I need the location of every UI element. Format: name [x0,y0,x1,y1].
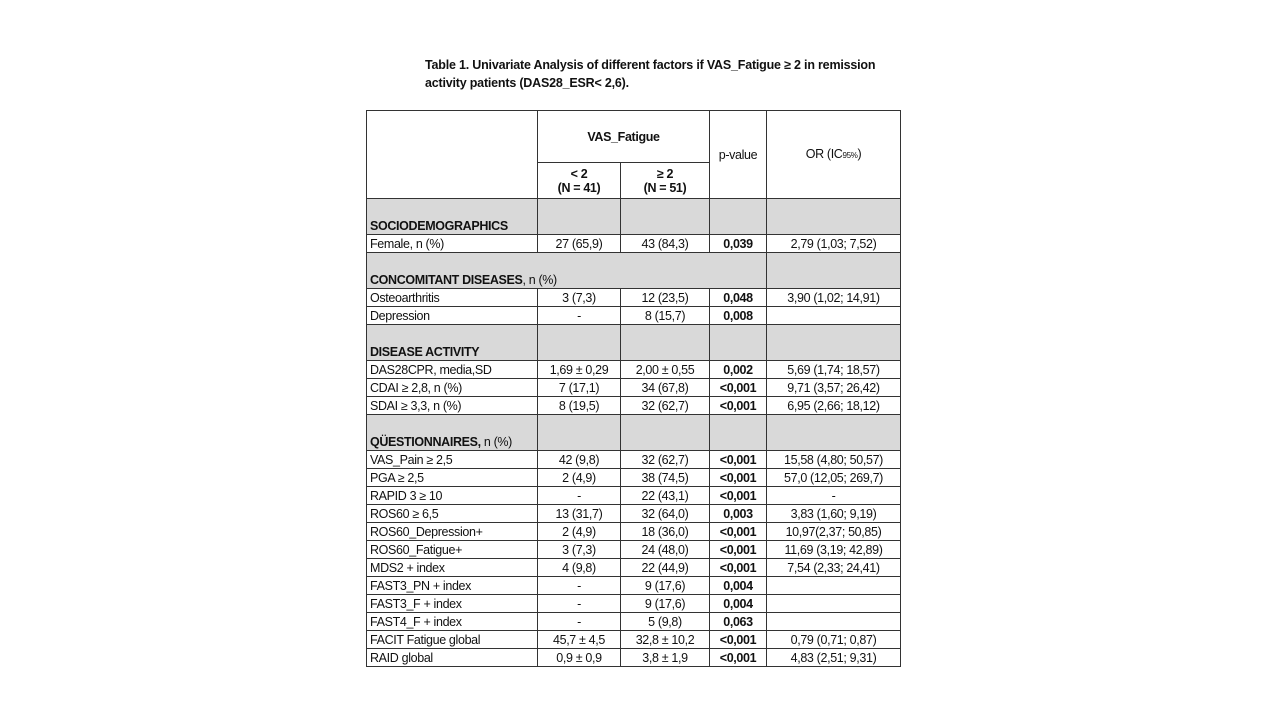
header-lt2 [538,163,621,199]
table-row [367,649,901,667]
p-value: 0,004 [710,595,767,613]
value-lt2: 4 (9,8) [538,559,621,577]
section-empty-cell [621,199,710,235]
value-lt2: 13 (31,7) [538,505,621,523]
odds-ratio: 9,71 (3,57; 26,42) [767,379,901,397]
section-empty-cell [538,325,621,361]
section-title: SOCIODEMOGRAPHICS [370,219,508,233]
row-label: RAID global [367,649,538,667]
p-value: <0,001 [710,541,767,559]
value-lt2: - [538,487,621,505]
row-label: FACIT Fatigue global [367,631,538,649]
value-lt2: 7 (17,1) [538,379,621,397]
odds-ratio: 11,69 (3,19; 42,89) [767,541,901,559]
odds-ratio: 2,79 (1,03; 7,52) [767,235,901,253]
row-label: DAS28CPR, media,SD [367,361,538,379]
value-lt2: - [538,577,621,595]
odds-ratio: 10,97(2,37; 50,85) [767,523,901,541]
value-lt2: 2 (4,9) [538,523,621,541]
section-header-cell [367,415,538,451]
value-lt2: 1,69 ± 0,29 [538,361,621,379]
header-ge2 [621,163,710,199]
section-row [367,253,901,289]
p-value: <0,001 [710,397,767,415]
value-lt2: 45,7 ± 4,5 [538,631,621,649]
row-label: FAST4_F + index [367,613,538,631]
row-label: MDS2 + index [367,559,538,577]
row-label: FAST3_PN + index [367,577,538,595]
section-header-cell [367,325,538,361]
value-lt2: 2 (4,9) [538,469,621,487]
section-title: QÜESTIONNAIRES, [370,435,481,449]
odds-ratio: 4,83 (2,51; 9,31) [767,649,901,667]
univariate-table [366,110,901,667]
section-empty-cell [710,325,767,361]
value-lt2: 27 (65,9) [538,235,621,253]
p-value: 0,002 [710,361,767,379]
p-value: <0,001 [710,469,767,487]
table-row [367,451,901,469]
section-empty-cell [710,199,767,235]
p-value: <0,001 [710,649,767,667]
header-empty-cell [367,111,538,199]
value-ge2: 5 (9,8) [621,613,710,631]
table-row [367,487,901,505]
value-lt2: - [538,307,621,325]
p-value: <0,001 [710,523,767,541]
header-or-text: OR (IC [805,146,843,161]
row-label: FAST3_F + index [367,595,538,613]
row-label: ROS60_Fatigue+ [367,541,538,559]
section-empty-cell [767,415,901,451]
table-title: Table 1. Univariate Analysis of different factors if VAS_Fatigue ≥ 2 in remission activity patients (DAS28_ESR< 2,6). [425,58,876,90]
value-ge2: 32 (64,0) [621,505,710,523]
table-row [367,469,901,487]
odds-ratio: 3,90 (1,02; 14,91) [767,289,901,307]
header-ge2-n: (N = 51) [643,180,687,195]
table-row [367,235,901,253]
table-row [367,307,901,325]
section-title: CONCOMITANT DISEASES [370,273,523,287]
section-suffix: , n (%) [522,273,557,287]
value-ge2: 32 (62,7) [621,451,710,469]
p-value: 0,004 [710,577,767,595]
odds-ratio: 3,83 (1,60; 9,19) [767,505,901,523]
value-lt2: 0,9 ± 0,9 [538,649,621,667]
header-lt2-label: < 2 [570,166,588,181]
header-or [767,111,901,199]
row-label: Osteoarthritis [367,289,538,307]
p-value: <0,001 [710,559,767,577]
section-empty-cell [538,415,621,451]
odds-ratio: 7,54 (2,33; 24,41) [767,559,901,577]
section-empty-cell [767,325,901,361]
section-row [367,199,901,235]
p-value: 0,008 [710,307,767,325]
p-value: <0,001 [710,379,767,397]
value-lt2: - [538,613,621,631]
value-ge2: 38 (74,5) [621,469,710,487]
value-ge2: 22 (43,1) [621,487,710,505]
row-label: RAPID 3 ≥ 10 [367,487,538,505]
value-ge2: 9 (17,6) [621,595,710,613]
row-label: PGA ≥ 2,5 [367,469,538,487]
odds-ratio: 57,0 (12,05; 269,7) [767,469,901,487]
value-ge2: 22 (44,9) [621,559,710,577]
table-row [367,523,901,541]
value-ge2: 34 (67,8) [621,379,710,397]
section-empty-cell [767,253,901,289]
value-ge2: 12 (23,5) [621,289,710,307]
table-row [367,559,901,577]
header-or-close: ) [857,146,862,161]
value-lt2: 42 (9,8) [538,451,621,469]
p-value: <0,001 [710,451,767,469]
value-ge2: 18 (36,0) [621,523,710,541]
row-label: ROS60 ≥ 6,5 [367,505,538,523]
table-row [367,397,901,415]
header-row [367,111,901,163]
table-row [367,595,901,613]
odds-ratio: 0,79 (0,71; 0,87) [767,631,901,649]
header-or-sub: 95% [842,150,858,160]
header-lt2-n: (N = 41) [557,180,601,195]
table-row [367,505,901,523]
section-header-cell [367,199,538,235]
row-label: Depression [367,307,538,325]
value-lt2: - [538,595,621,613]
value-ge2: 3,8 ± 1,9 [621,649,710,667]
section-empty-cell [767,199,901,235]
table-row [367,361,901,379]
value-lt2: 3 (7,3) [538,289,621,307]
section-empty-cell [538,199,621,235]
row-label: VAS_Pain ≥ 2,5 [367,451,538,469]
value-lt2: 3 (7,3) [538,541,621,559]
section-empty-cell [621,325,710,361]
odds-ratio: 15,58 (4,80; 50,57) [767,451,901,469]
table-row [367,631,901,649]
value-ge2: 32,8 ± 10,2 [621,631,710,649]
value-ge2: 8 (15,7) [621,307,710,325]
odds-ratio [767,577,901,595]
section-row [367,415,901,451]
odds-ratio: - [767,487,901,505]
odds-ratio: 6,95 (2,66; 18,12) [767,397,901,415]
value-ge2: 2,00 ± 0,55 [621,361,710,379]
p-value: 0,039 [710,235,767,253]
value-ge2: 43 (84,3) [621,235,710,253]
p-value: 0,063 [710,613,767,631]
table-row [367,289,901,307]
row-label: SDAI ≥ 3,3, n (%) [367,397,538,415]
odds-ratio: 5,69 (1,74; 18,57) [767,361,901,379]
section-title: DISEASE ACTIVITY [370,345,480,359]
section-empty-cell [710,415,767,451]
row-label: CDAI ≥ 2,8, n (%) [367,379,538,397]
p-value: 0,003 [710,505,767,523]
value-lt2: 8 (19,5) [538,397,621,415]
table-row [367,613,901,631]
p-value: 0,048 [710,289,767,307]
header-pvalue: p-value [710,111,767,199]
p-value: <0,001 [710,487,767,505]
value-ge2: 24 (48,0) [621,541,710,559]
table-row [367,379,901,397]
section-suffix: n (%) [480,435,512,449]
odds-ratio [767,595,901,613]
row-label: ROS60_Depression+ [367,523,538,541]
header-vas-fatigue: VAS_Fatigue [538,111,710,163]
odds-ratio [767,307,901,325]
table-row [367,577,901,595]
section-header-cell [367,253,767,289]
section-row [367,325,901,361]
header-ge2-label: ≥ 2 [656,166,674,181]
value-ge2: 9 (17,6) [621,577,710,595]
value-ge2: 32 (62,7) [621,397,710,415]
row-label: Female, n (%) [367,235,538,253]
table-row [367,541,901,559]
p-value: <0,001 [710,631,767,649]
section-empty-cell [621,415,710,451]
odds-ratio [767,613,901,631]
